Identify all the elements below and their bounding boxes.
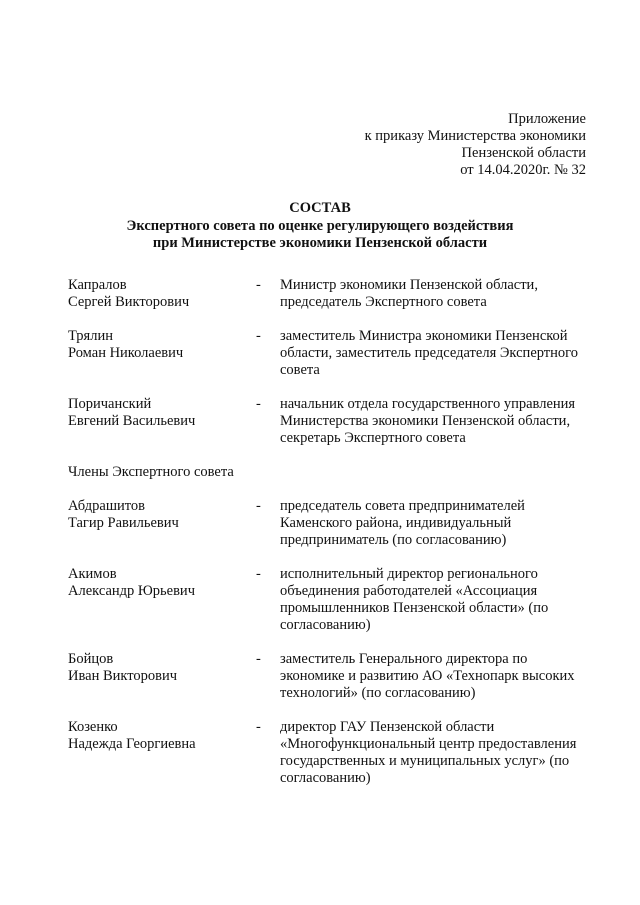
member-name (68, 277, 256, 311)
title-main: СОСТАВ (289, 200, 351, 216)
member-surname: Поричанский (68, 396, 152, 412)
member-name (68, 498, 256, 532)
member-role (280, 566, 593, 634)
role-line: предприниматель (по согласованию) (280, 532, 507, 548)
member-surname: Капралов (68, 277, 127, 293)
separator-dash: - (256, 396, 261, 412)
separator-dash: - (256, 277, 261, 293)
appendix-header (286, 111, 586, 179)
role-line: объединения работодателей «Ассоциация (280, 583, 538, 599)
member-role (280, 719, 593, 787)
member-role (280, 277, 593, 311)
member-name (68, 328, 256, 362)
member-given-name: Александр Юрьевич (68, 583, 195, 599)
member-given-name: Евгений Васильевич (68, 413, 196, 429)
appendix-line: Приложение (508, 111, 586, 127)
member-given-name: Иван Викторович (68, 668, 178, 684)
appendix-date-line: от 14.04.2020г. № 32 (460, 162, 586, 178)
role-line: председатель Экспертного совета (280, 294, 487, 310)
role-line: промышленников Пензенской области» (по (280, 600, 549, 616)
member-row (68, 719, 593, 787)
separator-dash: - (256, 328, 261, 344)
member-surname: Козенко (68, 719, 118, 735)
member-row (68, 328, 593, 379)
separator-dash: - (256, 719, 261, 735)
role-line: Каменского района, индивидуальный (280, 515, 512, 531)
role-line: согласованию) (280, 617, 371, 633)
appendix-line: к приказу Министерства экономики (364, 128, 586, 144)
member-name (68, 566, 256, 600)
member-surname: Абдрашитов (68, 498, 145, 514)
role-line: согласованию) (280, 770, 371, 786)
separator-dash: - (256, 651, 261, 667)
member-list (68, 277, 593, 787)
member-row (68, 651, 593, 702)
member-given-name: Надежда Георгиевна (68, 736, 196, 752)
member-row (68, 566, 593, 634)
member-surname: Бойцов (68, 651, 114, 667)
member-name (68, 396, 256, 430)
role-line: совета (280, 362, 320, 378)
member-given-name: Тагир Равильевич (68, 515, 179, 531)
role-line: начальник отдела государственного управления (280, 396, 576, 412)
role-line: председатель совета предпринимателей (280, 498, 525, 514)
member-row (68, 277, 593, 311)
role-line: государственных и муниципальных услуг» (по (280, 753, 570, 769)
role-line: исполнительный директор регионального (280, 566, 538, 582)
member-name (68, 719, 256, 753)
separator-dash: - (256, 498, 261, 514)
member-surname: Акимов (68, 566, 117, 582)
role-line: секретарь Экспертного совета (280, 430, 466, 446)
member-row (68, 396, 593, 447)
role-line: Министерства экономики Пензенской области, (280, 413, 571, 429)
member-given-name: Сергей Викторович (68, 294, 190, 310)
separator-dash: - (256, 566, 261, 582)
role-line: директор ГАУ Пензенской области (280, 719, 495, 735)
role-line: области, заместитель председателя Экспертного (280, 345, 578, 361)
role-line: технологий» (по согласованию) (280, 685, 476, 701)
member-row (68, 498, 593, 549)
member-role (280, 651, 593, 702)
role-line: заместитель Генерального директора по (280, 651, 528, 667)
member-name (68, 651, 256, 685)
document-title (0, 200, 640, 252)
member-role (280, 396, 593, 447)
role-line: «Многофункциональный центр предоставления (280, 736, 577, 752)
appendix-line: Пензенской области (461, 145, 586, 161)
member-role (280, 498, 593, 549)
member-surname: Трялин (68, 328, 113, 344)
title-line: Экспертного совета по оценке регулирующего воздействия (126, 218, 514, 234)
member-role (280, 328, 593, 379)
role-line: Министр экономики Пензенской области, (280, 277, 538, 293)
role-line: заместитель Министра экономики Пензенской (280, 328, 568, 344)
role-line: экономике и развитию АО «Технопарк высоких (280, 668, 575, 684)
title-line: при Министерстве экономики Пензенской области (152, 235, 488, 251)
members-heading: Члены Экспертного совета (68, 464, 234, 480)
member-given-name: Роман Николаевич (68, 345, 184, 361)
